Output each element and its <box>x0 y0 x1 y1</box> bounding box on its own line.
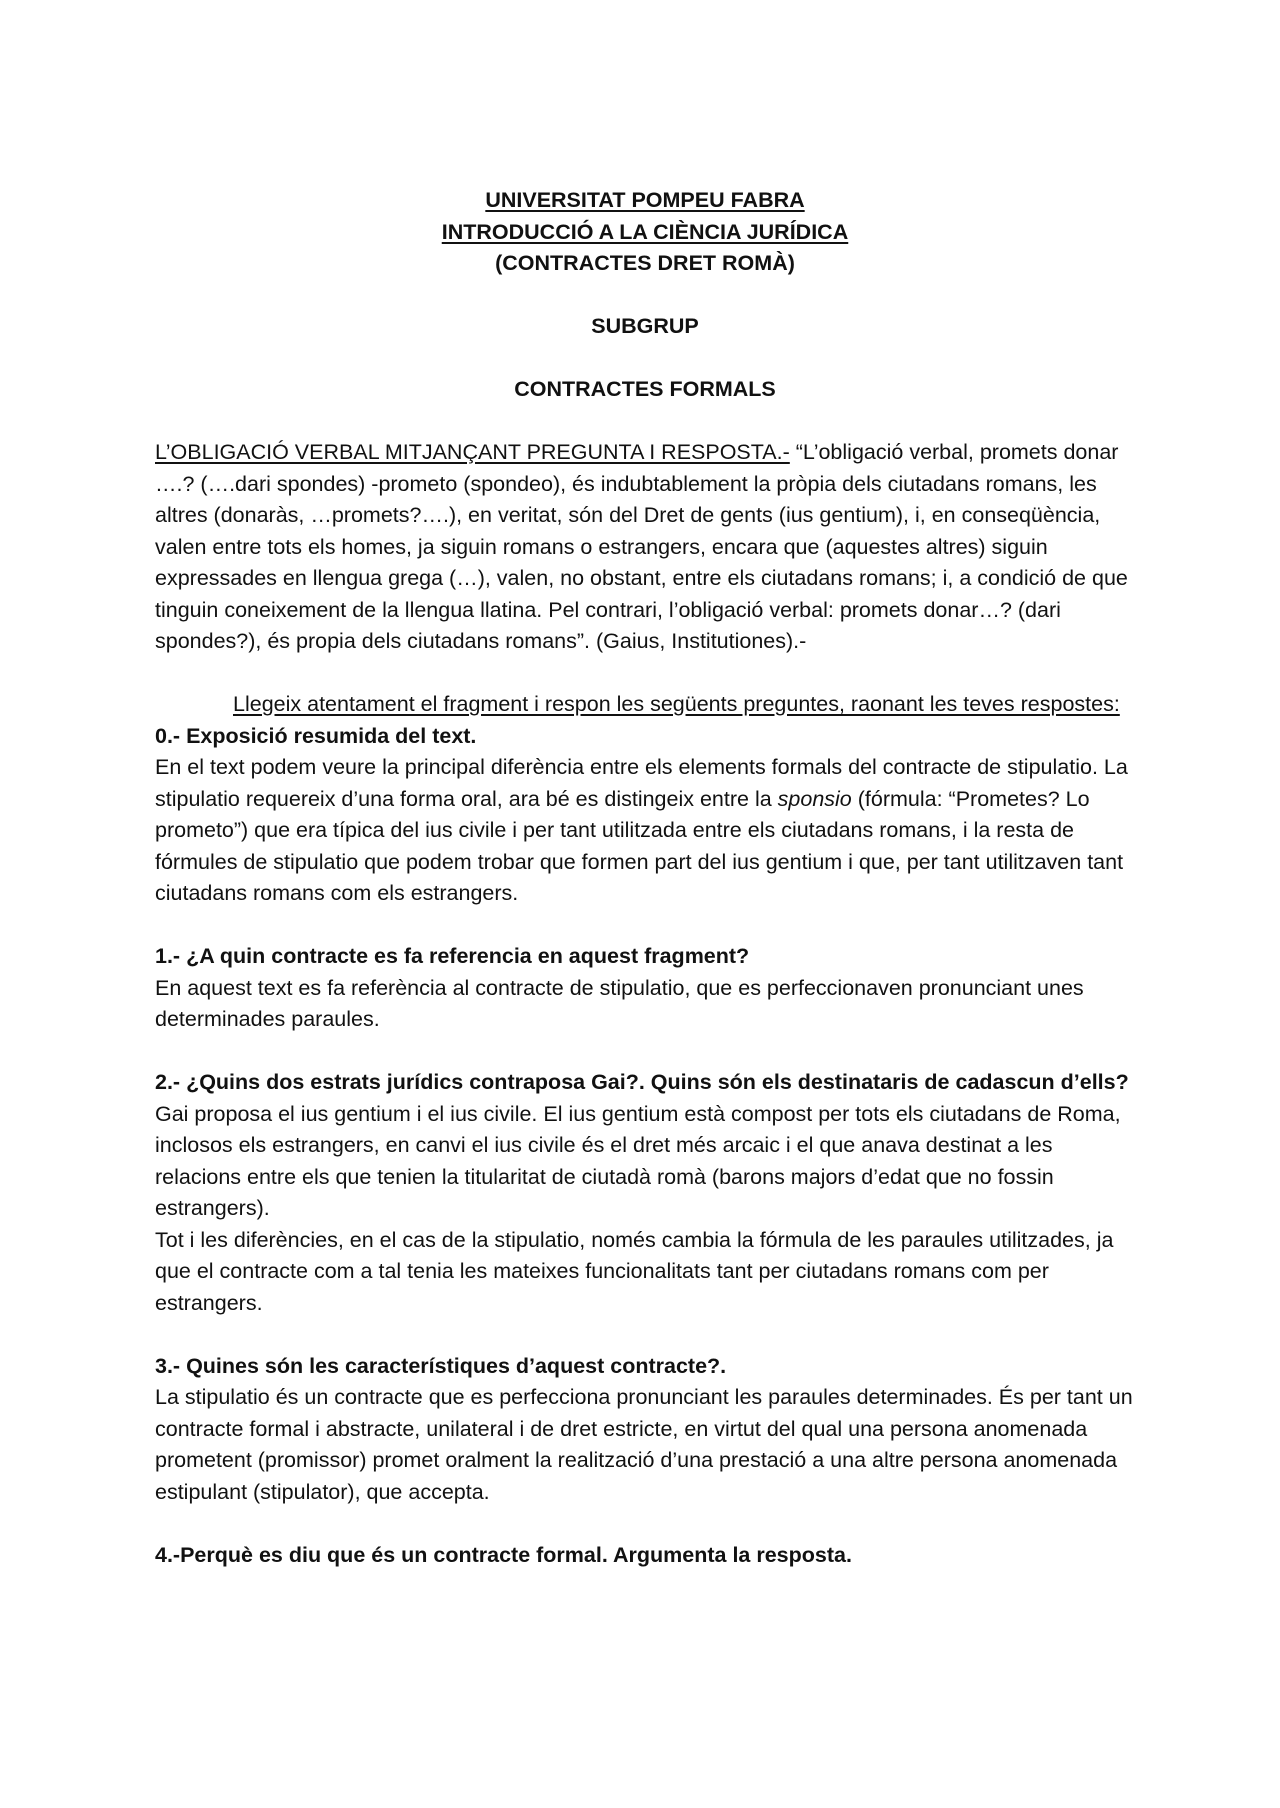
question-3-title: 3.- Quines són les característiques d’aquest contracte?. <box>155 1353 727 1378</box>
question-4-title: 4.-Perquè es diu que és un contracte formal. Argumenta la resposta. <box>155 1542 852 1567</box>
document-page <box>155 185 1135 1571</box>
question-2-answer-continued: Tot i les diferències, en el cas de la stipulatio, només cambia la fórmula de les paraules utilitzades, ja que el contracte com a tal tenia les mateixes funcionalitats tant per ciutadans romans com per estrangers. <box>155 1227 1114 1315</box>
question-0-answer <box>155 752 1135 910</box>
instruction-text: Llegeix atentament el fragment i respon les següents preguntes, raonant les teves respostes: <box>233 692 1120 716</box>
subgroup-label: SUBGRUP <box>591 314 699 338</box>
question-3-answer: La stipulatio és un contracte que es perfecciona pronunciant les paraules determinades. És per tant un contracte formal i abstracte, unilateral i de dret estricte, en virtut del qual una persona anomenada prometent (promissor) promet oralment la realització d’una prestació a una altre persona anomenada estipulant (stipulator), que accepta. <box>155 1385 1133 1504</box>
answer-0-emphasis: sponsio <box>777 786 852 811</box>
university-name: UNIVERSITAT POMPEU FABRA <box>485 188 805 212</box>
intro-text: “L’obligació verbal, promets donar ….? (….dari spondes) -prometo (spondeo), és indubtablement la pròpia dels ciutadans romans, les altres (donaràs, …promets?….), en veritat, són del Dret de gents (ius gentium), i, en conseqüència, valen entre tots els homes, ja siguin romans o estrangers, encara que (aquestes altres) siguin expressades en llengua grega (…), valen, no obstant, entre els ciutadans romans; i, a condició de que tinguin coneixement de la llengua llatina. Pel contrari, l’obligació verbal: promets donar…? (dari spondes?), és propia dels ciutadans romans”. (Gaius, Institutiones).- <box>155 440 1128 653</box>
intro-lead: L’OBLIGACIÓ VERBAL MITJANÇANT PREGUNTA I RESPOSTA.- <box>155 440 790 464</box>
answer-0-part-b: (fórmula: “Prometes? Lo prometo”) que era típica del ius civile i per tant utilitzada entre els ciutadans romans, i la resta de fórmules de stipulatio que podem trobar que formen part del ius gentium i que, per tant utilitzaven tant ciutadans romans com els estrangers. <box>155 786 1124 905</box>
question-1-answer: En aquest text es fa referència al contracte de stipulatio, que es perfeccionaven pronunciant unes determinades paraules. <box>155 975 1084 1031</box>
question-2-answer: Gai proposa el ius gentium i el ius civile. El ius gentium està compost per tots els ciutadans de Roma, inclosos els estrangers, en canvi el ius civile és el dret més arcaic i el que anava destinat a les relacions entre els que tenien la titularitat de ciutadà romà (barons majors d’edat que no fossin estrangers). <box>155 1101 1121 1220</box>
question-2-title: 2.- ¿Quins dos estrats jurídics contraposa Gai?. Quins són els destinataris de cadascun d’ells? <box>155 1070 1129 1094</box>
course-name: INTRODUCCIÓ A LA CIÈNCIA JURÍDICA <box>441 219 849 244</box>
course-subtitle: (CONTRACTES DRET ROMÀ) <box>495 251 795 275</box>
document-header <box>155 185 1135 406</box>
answer-0-part-a: En el text podem veure la principal diferència entre els elements formals del contracte de stipulatio. La stipulatio requereix d’una forma oral, ara bé es distingeix entre la <box>155 755 1128 811</box>
section-title: CONTRACTES FORMALS <box>514 377 776 401</box>
question-1-title: 1.- ¿A quin contracte es fa referencia en aquest fragment? <box>155 944 750 968</box>
intro-paragraph <box>155 437 1135 658</box>
question-0-title: 0.- Exposició resumida del text. <box>155 723 477 748</box>
